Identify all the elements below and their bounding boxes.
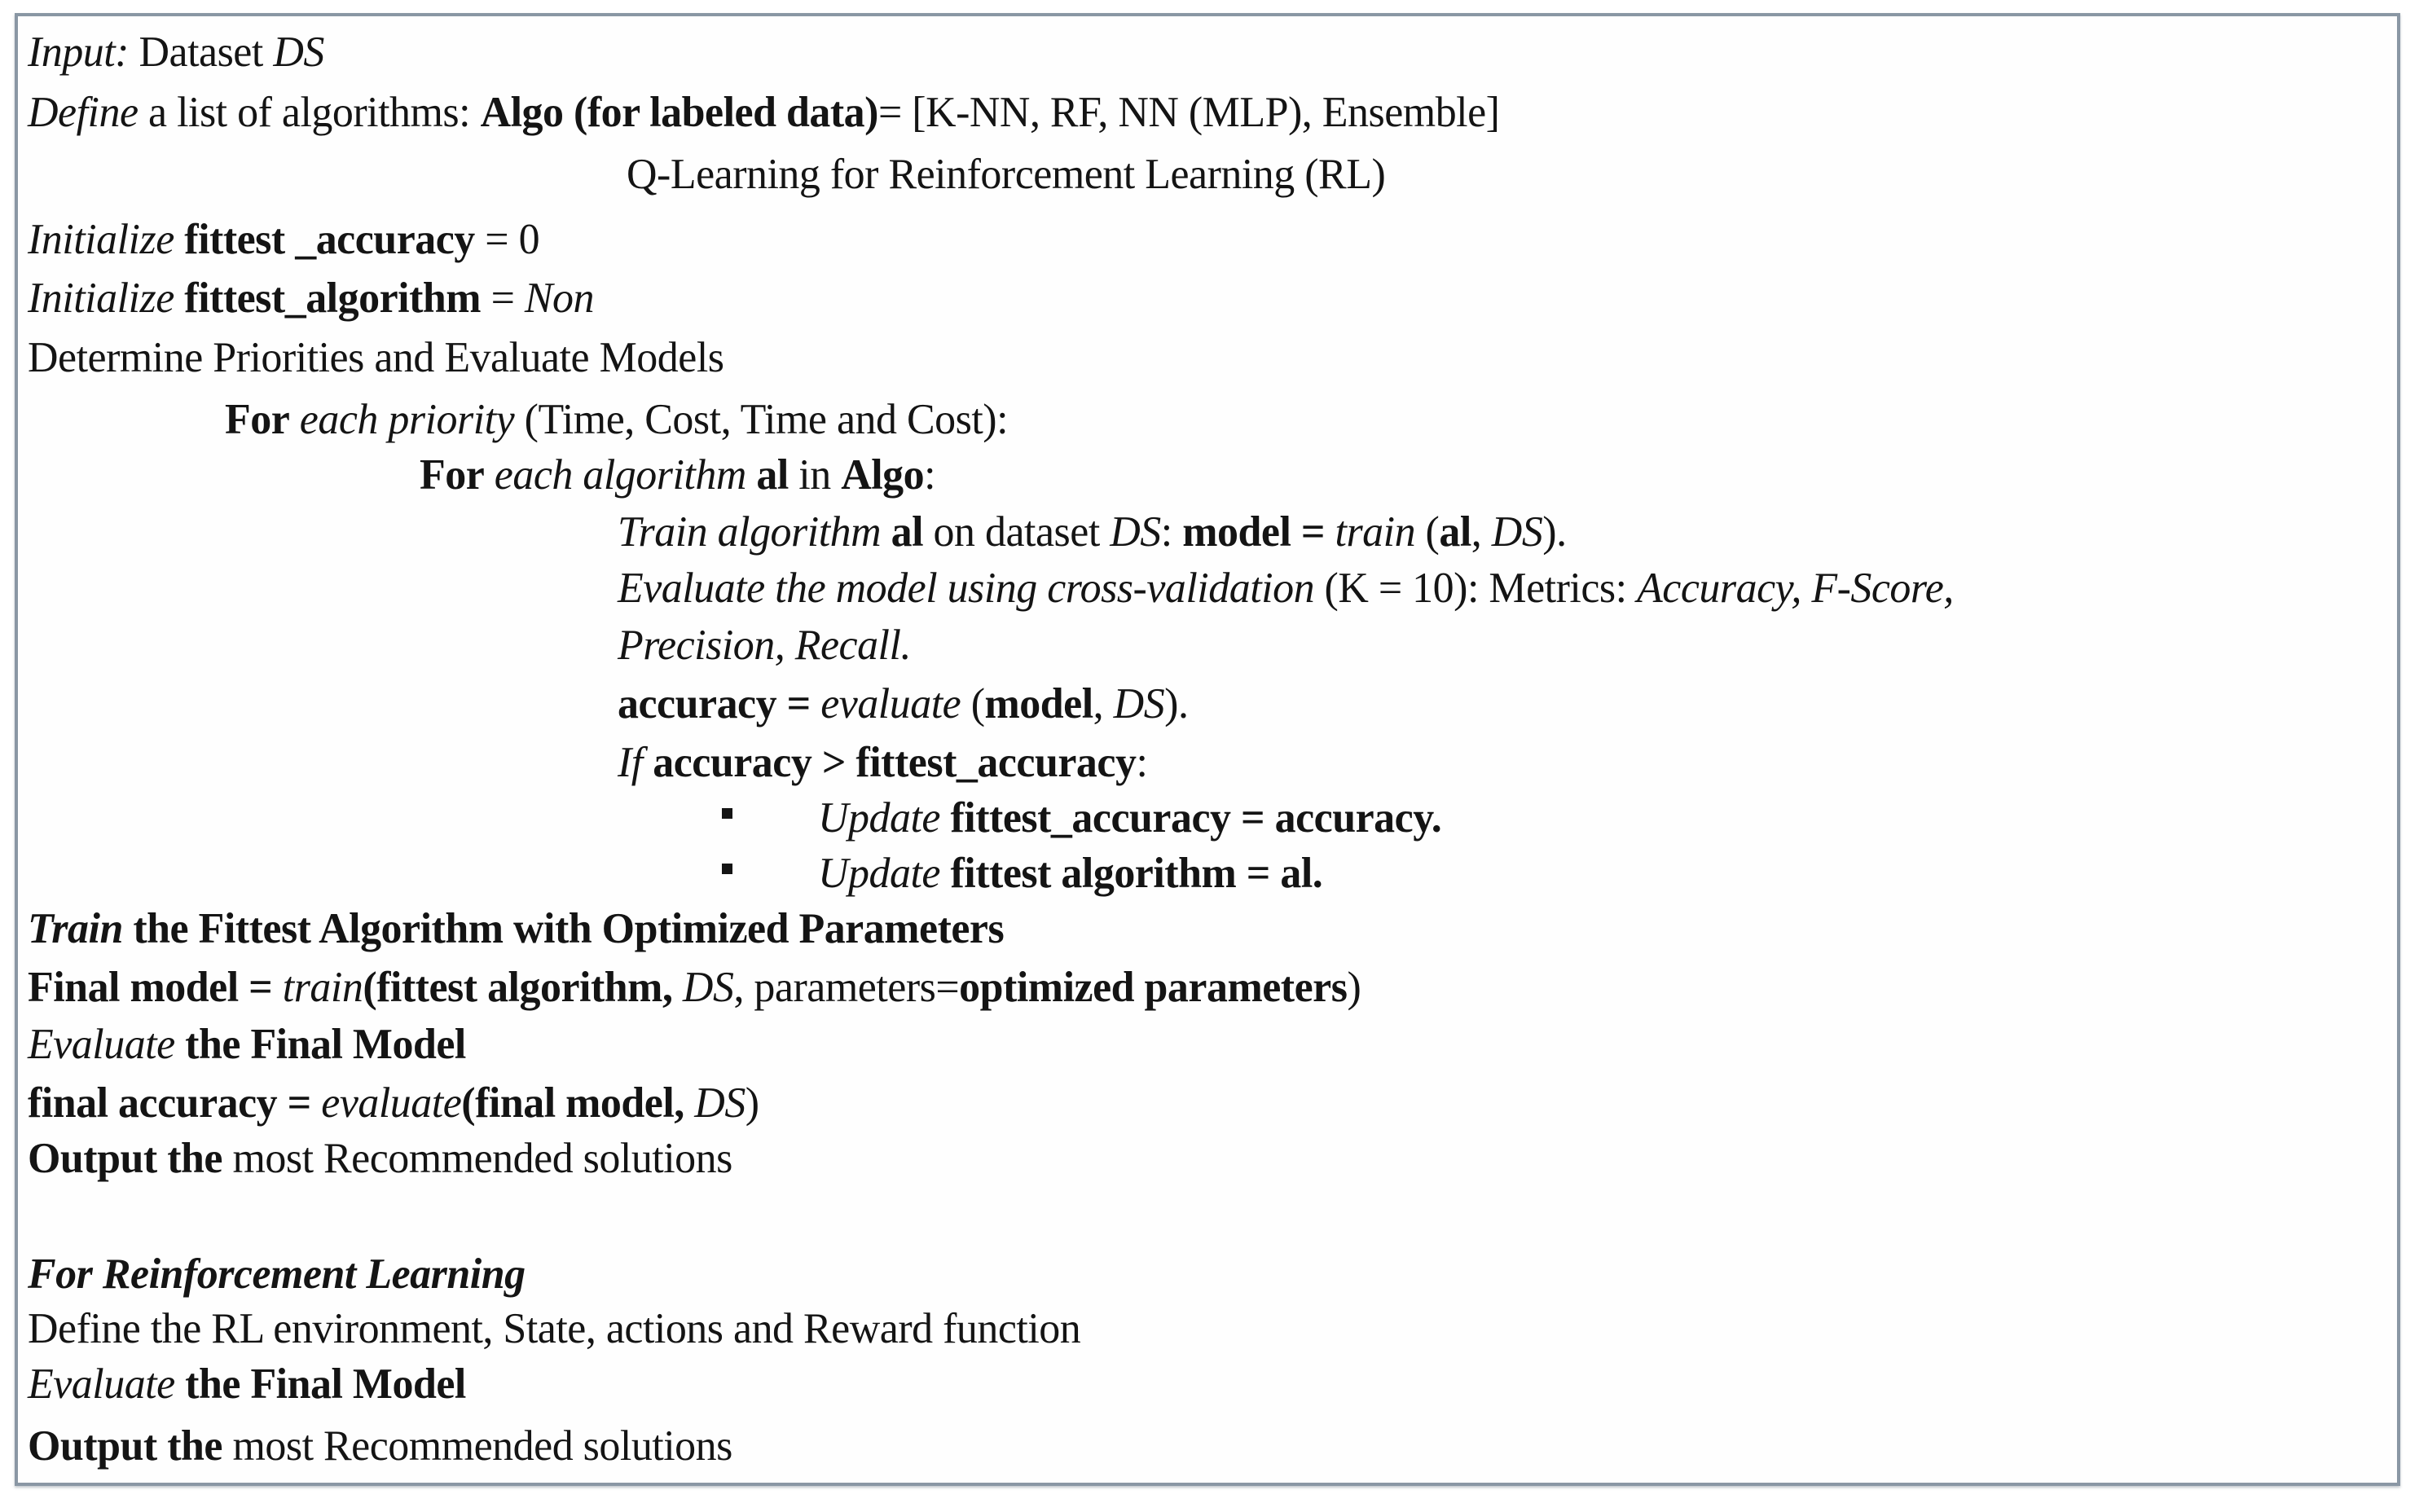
- rl-section-title: For Reinforcement Learning: [28, 1250, 526, 1298]
- dataset-name: DS: [273, 29, 324, 76]
- update-accuracy-line: Update fittest_accuracy = accuracy.: [818, 794, 1442, 842]
- evaluate-metrics-line: Precision, Recall.: [618, 622, 911, 669]
- train-step-line: Train algorithm al on dataset DS: model = train (al, DS).: [618, 508, 1567, 556]
- rl-algorithm-line: Q-Learning for Reinforcement Learning (RL): [627, 151, 1386, 198]
- evaluate-final-line: Evaluate the Final Model: [28, 1021, 466, 1068]
- for-priority-line: For each priority (Time, Cost, Time and Cost):: [225, 396, 1009, 443]
- accuracy-step-line: accuracy = evaluate (model, DS).: [618, 680, 1189, 727]
- init-algorithm-line: Initialize fittest_algorithm = Non: [28, 275, 594, 322]
- rl-evaluate-line: Evaluate the Final Model: [28, 1360, 466, 1408]
- if-step-line: If accuracy > fittest_accuracy:: [618, 739, 1148, 786]
- for-algorithm-line: For each algorithm al in Algo:: [420, 451, 936, 499]
- rl-define-line: Define the RL environment, State, actions and Reward function: [28, 1305, 1081, 1352]
- bullet-icon: [722, 808, 732, 819]
- input-keyword: Input:: [28, 29, 130, 76]
- bullet-icon: [722, 864, 732, 874]
- algo-label: Algo (for labeled data): [480, 89, 878, 136]
- rl-output-line: Output the most Recommended solutions: [28, 1422, 732, 1470]
- train-fittest-line: Train the Fittest Algorithm with Optimized Parameters: [28, 905, 1005, 952]
- final-model-line: Final model = train(fittest algorithm, DS, parameters=optimized parameters): [28, 964, 1361, 1011]
- define-line: Define a list of algorithms: Algo (for labeled data)= [K-NN, RF, NN (MLP), Ensemble]: [28, 89, 1500, 136]
- algo-list: = [K-NN, RF, NN (MLP), Ensemble]: [877, 89, 1500, 136]
- final-accuracy-line: final accuracy = evaluate(final model, DS): [28, 1079, 759, 1127]
- determine-line: Determine Priorities and Evaluate Models: [28, 334, 724, 381]
- input-line: Input: Dataset DS: [28, 29, 324, 76]
- output-line: Output the most Recommended solutions: [28, 1135, 732, 1182]
- evaluate-step-line: Evaluate the model using cross-validation (K = 10): Metrics: Accuracy, F-Score,: [618, 565, 1954, 612]
- update-algorithm-line: Update fittest algorithm = al.: [818, 850, 1323, 897]
- init-accuracy-line: Initialize fittest _accuracy = 0: [28, 216, 540, 263]
